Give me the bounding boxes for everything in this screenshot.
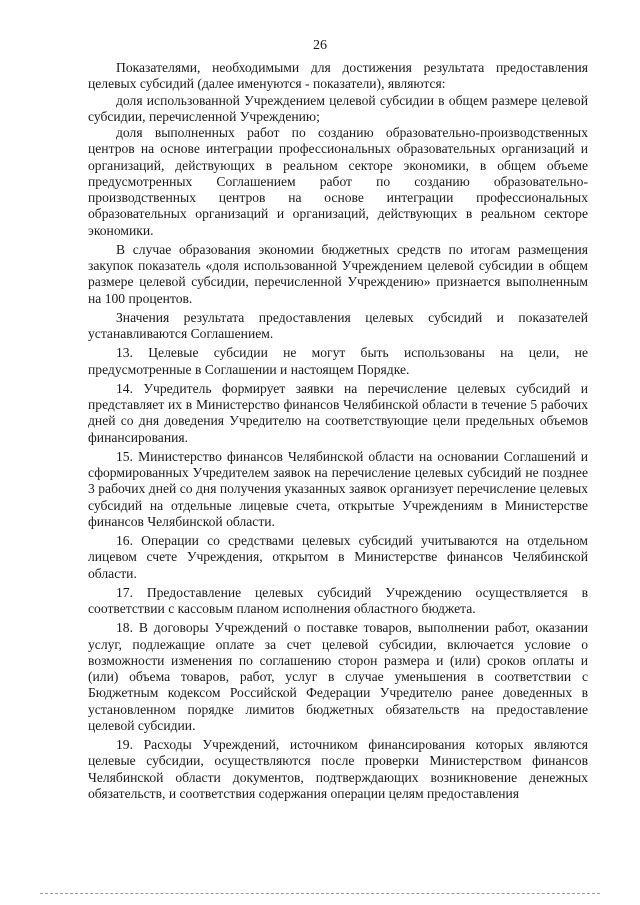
paragraph: 18. В договоры Учреждений о поставке товаров, выполнении работ, оказании услуг, подлежащие оплате за счет целевой субсидии, включается условие о возможности изменения по соглашению сторон размера и (или) сроков оплаты и (или) объема товаров, работ, услуг в случае уменьшения в соответствии с Бюджетным кодексом Российской Федерации Учредителю ранее доведенных в установленном порядке лимитов бюджетных обязательств на предоставление целевой субсидии.: [88, 620, 588, 733]
paragraph: В случае образования экономии бюджетных средств по итогам размещения закупок показатель «доля использованной Учреждением целевой субсидии в общем размере целевой субсидии, перечисленной Учреждению» признается выполненным на 100 процентов.: [88, 241, 588, 306]
paragraph: 13. Целевые субсидии не могут быть использованы на цели, не предусмотренные в Соглашении и настоящем Порядке.: [88, 345, 588, 377]
page-number: 26: [313, 38, 327, 53]
paragraph: 17. Предоставление целевых субсидий Учреждению осуществляется в соответствии с кассовым планом исполнения областного бюджета.: [88, 584, 588, 616]
document-body: [88, 60, 588, 802]
paragraph: доля выполненных работ по созданию образовательно-производственных центров на основе интеграции профессиональных образовательных организаций и организаций, действующих в реальном секторе экономики, в общем объеме предусмотренных Соглашением работ по созданию образовательно-производственных центров на основе интеграции профессиональных образовательных организаций и организаций, действующих в реальном секторе экономики.: [88, 125, 588, 238]
scan-edge-line: [40, 893, 600, 894]
paragraph: доля использованной Учреждением целевой субсидии в общем размере целевой субсидии, перечисленной Учреждению;: [88, 92, 588, 124]
paragraph: Значения результата предоставления целевых субсидий и показателей устанавливаются Соглашением.: [88, 309, 588, 341]
paragraph: 16. Операции со средствами целевых субсидий учитываются на отдельном лицевом счете Учреждения, открытом в Министерстве финансов Челябинской области.: [88, 533, 588, 581]
paragraph: Показателями, необходимыми для достижения результата предоставления целевых субсидий (далее именуются - показатели), являются:: [88, 60, 588, 92]
paragraph: 19. Расходы Учреждений, источником финансирования которых являются целевые субсидии, осуществляются после проверки Министерством финансов Челябинской области документов, подтверждающих возникновение денежных обязательств, и соответствия содержания операции целям предоставления: [88, 737, 588, 801]
paragraph: 15. Министерство финансов Челябинской области на основании Соглашений и сформированных Учредителем заявок на перечисление целевых субсидий не позднее 3 рабочих дней со дня получения указанных заявок организует перечисление целевых субсидий на отдельные лицевые счета, открытые Учреждениям в Министерстве финансов Челябинской области.: [88, 448, 588, 529]
paragraph: 14. Учредитель формирует заявки на перечисление целевых субсидий и представляет их в Министерство финансов Челябинской области в течение 5 рабочих дней со дня доведения Учредителю на соответствующие цели предельных объемов финансирования.: [88, 380, 588, 445]
